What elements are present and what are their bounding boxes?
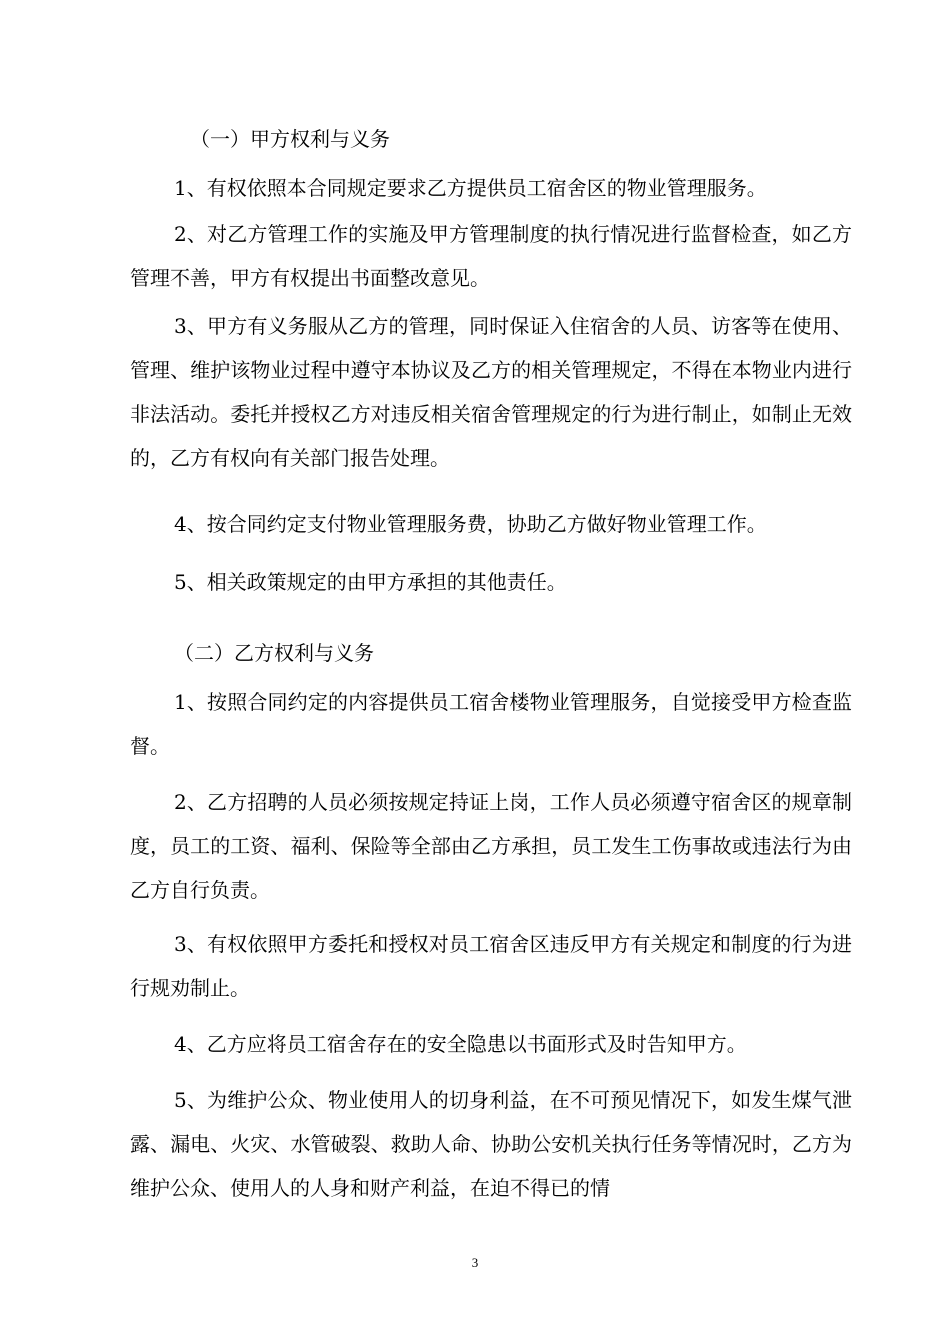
page-number: 3 (471, 1255, 479, 1270)
section-two-heading: （二）乙方权利与义务 (174, 641, 374, 665)
section-two-item-4: 4、乙方应将员工宿舍存在的安全隐患以书面形式及时告知甲方。 (174, 1032, 747, 1056)
section-two-item-3: 3、有权依照甲方委托和授权对员工宿舍区违反甲方有关规定和制度的行为进行规劝制止。 (130, 932, 852, 1000)
section-one-item-1: 1、有权依照本合同规定要求乙方提供员工宿舍区的物业管理服务。 (174, 176, 767, 200)
section-one-item-3: 3、甲方有义务服从乙方的管理，同时保证入住宿舍的人员、访客等在使用、管理、维护该物业过程中遵守本协议及乙方的相关管理规定，不得在本物业内进行非法活动。委托并授权乙方对违反相关宿舍管理规定的行为进行制止，如制止无效的，乙方有权向有关部门报告处理。 (130, 314, 852, 470)
section-two-item-1: 1、按照合同约定的内容提供员工宿舍楼物业管理服务，自觉接受甲方检查监督。 (130, 690, 852, 758)
section-two-item-5: 5、为维护公众、物业使用人的切身利益，在不可预见情况下，如发生煤气泄露、漏电、火灾、水管破裂、救助人命、协助公安机关执行任务等情况时，乙方为维护公众、使用人的人身和财产利益，在迫不得已的情 (130, 1088, 852, 1200)
section-one-item-2: 2、对乙方管理工作的实施及甲方管理制度的执行情况进行监督检查，如乙方管理不善，甲方有权提出书面整改意见。 (130, 222, 852, 290)
section-one-item-4: 4、按合同约定支付物业管理服务费，协助乙方做好物业管理工作。 (174, 512, 767, 536)
section-two-item-2: 2、乙方招聘的人员必须按规定持证上岗，工作人员必须遵守宿舍区的规章制度，员工的工资、福利、保险等全部由乙方承担，员工发生工伤事故或违法行为由乙方自行负责。 (130, 790, 852, 902)
section-one-item-5: 5、相关政策规定的由甲方承担的其他责任。 (174, 570, 567, 594)
section-one-heading: （一）甲方权利与义务 (190, 127, 390, 151)
